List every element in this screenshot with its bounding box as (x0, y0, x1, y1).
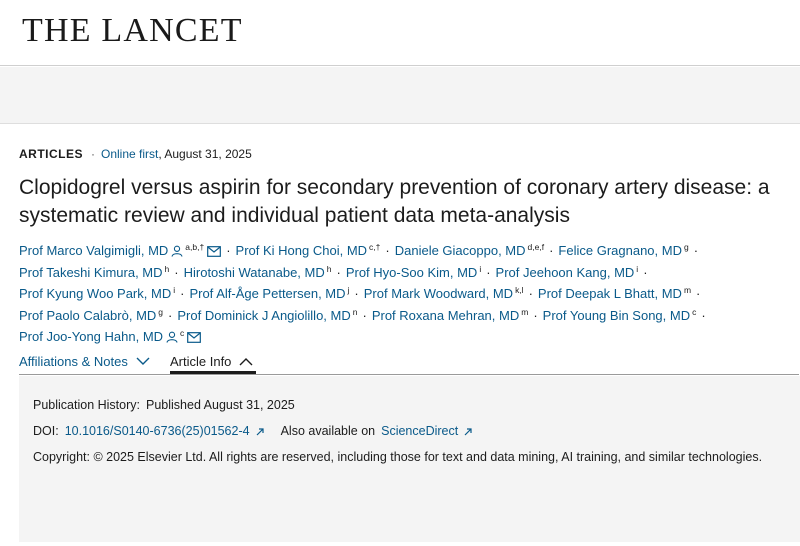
tab-article-info-label: Article Info (170, 354, 232, 369)
tab-affiliations-label: Affiliations & Notes (19, 354, 128, 369)
affiliation-superscript: c (692, 306, 697, 317)
author-separator: · (336, 264, 341, 280)
author-line (19, 259, 794, 281)
author-line (19, 280, 794, 302)
author-link[interactable]: Prof Marco Valgimigli, MD (19, 243, 169, 258)
author-separator: · (362, 307, 367, 323)
tab-article-info[interactable] (170, 353, 253, 370)
author-link[interactable]: Prof Takeshi Kimura, MD (19, 264, 163, 280)
affiliation-superscript: d,e,f (527, 242, 545, 252)
author-link[interactable]: Prof Roxana Mehran, MD (371, 307, 520, 323)
doi-link[interactable]: 10.1016/S0140-6736(25)01562-4 (64, 424, 250, 438)
publication-history-label: Publication History: (33, 398, 140, 412)
author-separator: · (549, 243, 554, 258)
author-separator: · (643, 264, 648, 280)
sciencedirect-link[interactable]: ScienceDirect (381, 424, 459, 438)
affiliation-superscript: n (352, 306, 358, 317)
article-title: Clopidogrel versus aspirin for secondary prevention of coronary artery disease: a systematic review and individual patient data meta-analysis (19, 176, 770, 227)
author-link[interactable]: Prof Young Bin Song, MD (542, 307, 691, 323)
affiliation-superscript: i (479, 263, 482, 274)
external-link-icon[interactable] (255, 427, 265, 437)
external-link-icon[interactable] (463, 427, 473, 437)
author-link[interactable]: Prof Deepak L Bhatt, MD (537, 286, 682, 302)
active-tab-indicator (170, 371, 256, 374)
author-separator: · (486, 264, 491, 280)
meta-separator: · (91, 147, 95, 161)
affiliation-superscript: h (164, 263, 170, 274)
affiliation-superscript: g (158, 306, 164, 317)
article-tabs (19, 353, 799, 375)
mail-icon[interactable] (207, 246, 221, 257)
doi-row (33, 423, 489, 440)
person-icon (171, 245, 183, 257)
author-link[interactable]: Prof Joo-Yong Hahn, MD (19, 329, 164, 345)
author-link[interactable]: Prof Alf-Åge Pettersen, MD (189, 286, 346, 302)
affiliation-superscript: m (521, 306, 529, 317)
publication-history-row (33, 397, 295, 414)
author-link[interactable]: Prof Dominick J Angiolillo, MD (177, 307, 351, 323)
author-separator: · (528, 286, 533, 302)
affiliation-superscript: j (347, 285, 350, 296)
author-line (19, 302, 794, 324)
tab-affiliations-notes[interactable] (19, 353, 150, 370)
author-separator: · (696, 286, 701, 302)
author-separator: · (354, 286, 359, 302)
author-link[interactable]: Prof Hyo-Soo Kim, MD (345, 264, 478, 280)
affiliation-superscript: i (173, 285, 176, 296)
author-link[interactable]: Daniele Giacoppo, MD (394, 243, 526, 258)
article-meta (19, 147, 252, 161)
also-available-label: Also available on (280, 424, 376, 438)
author-separator: · (174, 264, 179, 280)
author-list (19, 237, 794, 345)
doi-label: DOI: (33, 424, 59, 438)
chevron-down-icon (136, 357, 150, 366)
journal-logo[interactable]: THE LANCET (22, 12, 243, 49)
affiliation-superscript: g (683, 242, 689, 252)
article-type: ARTICLES (19, 147, 83, 161)
author-link[interactable]: Prof Ki Hong Choi, MD (235, 243, 368, 258)
author-separator: · (180, 286, 185, 302)
ad-banner-area (0, 67, 800, 124)
affiliation-superscript: c (180, 328, 185, 339)
author-separator: · (168, 307, 173, 323)
affiliation-superscript: i (636, 263, 639, 274)
site-header (0, 0, 800, 66)
affiliation-superscript: h (326, 263, 332, 274)
chevron-up-icon (239, 357, 253, 366)
author-link[interactable]: Hirotoshi Watanabe, MD (183, 264, 325, 280)
author-line (19, 323, 794, 345)
author-link[interactable]: Prof Mark Woodward, MD (363, 286, 514, 302)
publication-date: , August 31, 2025 (158, 147, 252, 161)
online-first-link[interactable]: Online first (101, 147, 159, 161)
author-link[interactable]: Prof Jeehoon Kang, MD (495, 264, 635, 280)
person-icon (166, 331, 178, 343)
affiliation-superscript: c,† (369, 242, 381, 252)
affiliation-superscript: a,b,† (185, 242, 205, 252)
author-separator: · (385, 243, 390, 258)
publication-history-value: Published August 31, 2025 (146, 398, 295, 412)
affiliation-superscript: k,l (515, 285, 524, 296)
article-info-panel (19, 376, 800, 542)
author-separator: · (226, 243, 231, 258)
author-link[interactable]: Prof Kyung Woo Park, MD (19, 286, 172, 302)
author-link[interactable]: Prof Paolo Calabrò, MD (19, 307, 157, 323)
copyright-notice: Copyright: © 2025 Elsevier Ltd. All rights are reserved, including those for text and data mining, AI training, and similar technologies. (33, 450, 763, 464)
author-separator: · (701, 307, 706, 323)
author-link[interactable]: Felice Gragnano, MD (558, 243, 682, 258)
author-separator: · (533, 307, 538, 323)
affiliation-superscript: m (683, 285, 692, 296)
mail-icon[interactable] (187, 332, 201, 343)
author-separator: · (693, 243, 699, 258)
author-line (19, 237, 794, 259)
